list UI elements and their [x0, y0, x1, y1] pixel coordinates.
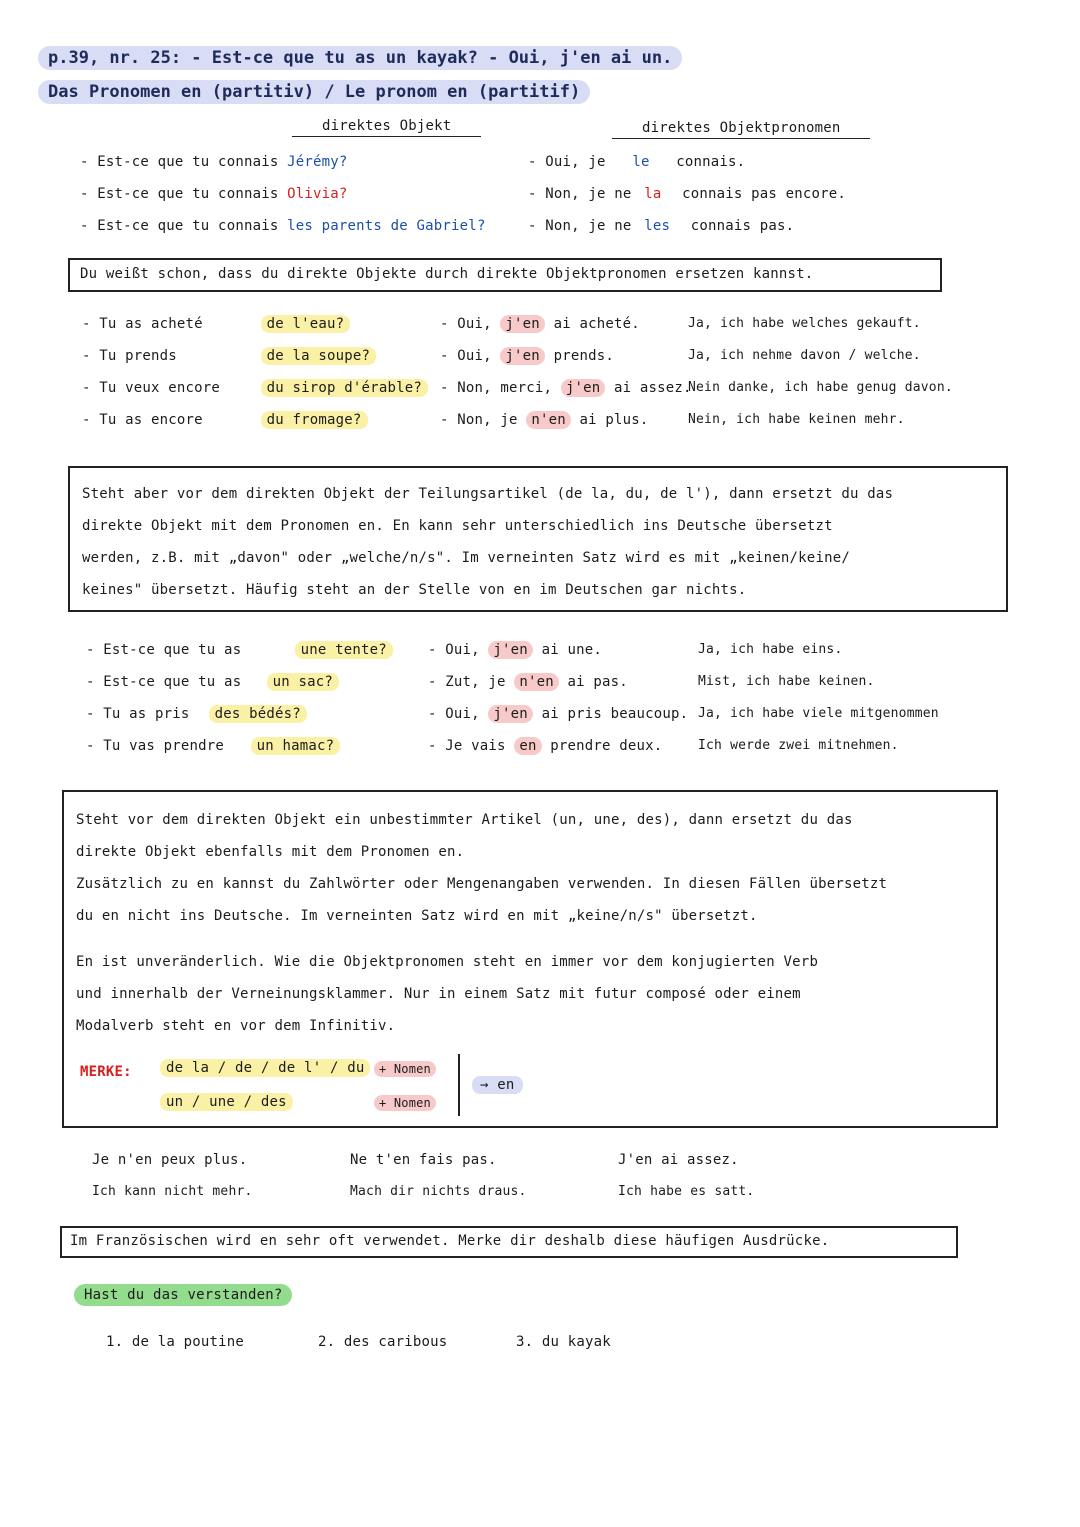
s3-question-2: - Est-ce que tu as un sac? [86, 674, 339, 690]
s3-translation-1: Ja, ich habe eins. [698, 642, 843, 657]
note-box-2: Steht aber vor dem direkten Objekt der Teilungsartikel (de la, du, de l'), dann ersetzt du das direkte Objekt mit dem Pronomen en. En kann sehr unterschiedlich ins Deutsche übersetzt werden, z.B. mit „davon" oder „welche/n/s". Im verneinten Satz wird es mit „keinen/keine/ keines" übersetzt. Häufig steht an der Stelle von en im Deutschen gar nichts. [68, 466, 1008, 612]
expression-1-fr: Je n'en peux plus. [92, 1152, 248, 1168]
s2-answer-3: - Non, merci, j'en ai assez. [440, 380, 692, 396]
merke-result: → en [472, 1077, 523, 1093]
note-box-1: Du weißt schon, dass du direkte Objekte durch direkte Objektpronomen ersetzen kannst. [68, 258, 942, 292]
merke-row-2: un / une / des [160, 1094, 293, 1110]
s2-answer-4: - Non, je n'en ai plus. [440, 412, 649, 428]
expression-1-de: Ich kann nicht mehr. [92, 1184, 253, 1199]
s2-translation-3: Nein danke, ich habe genug davon. [688, 380, 953, 395]
s2-translation-2: Ja, ich nehme davon / welche. [688, 348, 921, 363]
expression-2-fr: Ne t'en fais pas. [350, 1152, 497, 1168]
s1-object-2: Olivia? [287, 186, 348, 202]
label-direct-object: direktes Objekt [292, 118, 481, 134]
s1-question-1: - Est-ce que tu connais Jérémy? [80, 154, 348, 170]
expression-2-de: Mach dir nichts draus. [350, 1184, 527, 1199]
s3-answer-2: - Zut, je n'en ai pas. [428, 674, 628, 690]
s3-answer-3: - Oui, j'en ai pris beaucoup. [428, 706, 689, 722]
s2-translation-1: Ja, ich habe welches gekauft. [688, 316, 921, 331]
s2-translation-4: Nein, ich habe keinen mehr. [688, 412, 905, 427]
s2-question-1: - Tu as acheté de l'eau? [82, 316, 350, 332]
s2-answer-1: - Oui, j'en ai acheté. [440, 316, 640, 332]
s3-question-1: - Est-ce que tu as une tente? [86, 642, 393, 658]
s3-question-3: - Tu as pris des bédés? [86, 706, 307, 722]
header-line-2: Das Pronomen en (partitiv) / Le pronom en (partitif) [38, 82, 590, 102]
merke-bracket [458, 1054, 460, 1116]
expression-3-fr: J'en ai assez. [618, 1152, 739, 1168]
s1-question-2: - Est-ce que tu connais Olivia? [80, 186, 348, 202]
note-box-4: Im Französischen wird en sehr oft verwendet. Merke dir deshalb diese häufigen Ausdrücke. [60, 1226, 958, 1258]
s2-answer-2: - Oui, j'en prends. [440, 348, 614, 364]
note-box-3: Steht vor dem direkten Objekt ein unbestimmter Artikel (un, une, des), dann ersetzt du das direkte Objekt ebenfalls mit dem Pronomen en. Zusätzlich zu en kannst du Zahlwörter oder Mengenangaben verwenden. In diesen Fällen übersetzt du en nicht ins Deutsche. Im verneinten Satz wird en mit „keine/n/s" übersetzt. En ist unveränderlich. Wie die Objektpronomen steht en immer vor dem konjugierten Verb und innerhalb der Verneinungsklammer. Nur in einem Satz mit futur composé oder einem Modalverb steht en vor dem Infinitiv. MERKE: de la / de / de l' / du un / une / des + Nomen + Nomen → en [62, 790, 998, 1128]
merke-row-1: de la / de / de l' / du [160, 1060, 370, 1076]
merke-label: MERKE: [80, 1064, 132, 1080]
s2-question-4: - Tu as encore du fromage? [82, 412, 368, 428]
header-line-1: p.39, nr. 25: - Est-ce que tu as un kayak? - Oui, j'en ai un. [38, 48, 682, 68]
s1-question-3: - Est-ce que tu connais les parents de Gabriel? [80, 218, 486, 234]
s2-question-2: - Tu prends de la soupe? [82, 348, 376, 364]
s3-answer-1: - Oui, j'en ai une. [428, 642, 602, 658]
s1-object-1: Jérémy? [287, 154, 348, 170]
quiz-answer-3: 3. du kayak [516, 1334, 611, 1350]
s1-object-3: les parents de Gabriel? [287, 218, 486, 234]
s3-answer-4: - Je vais en prendre deux. [428, 738, 663, 754]
merke-nomen-2: + Nomen [374, 1096, 436, 1110]
s1-answer-1: - Oui, je le connais. [528, 154, 746, 170]
label-direct-object-pronoun: direktes Objektpronomen [612, 120, 870, 136]
s3-translation-4: Ich werde zwei mitnehmen. [698, 738, 899, 753]
s3-translation-3: Ja, ich habe viele mitgenommen [698, 706, 939, 721]
expression-3-de: Ich habe es satt. [618, 1184, 755, 1199]
s3-question-4: - Tu vas prendre un hamac? [86, 738, 340, 754]
merke-nomen-1: + Nomen [374, 1062, 436, 1076]
s3-translation-2: Mist, ich habe keinen. [698, 674, 875, 689]
quiz-answer-1: 1. de la poutine [106, 1334, 245, 1350]
s2-question-3: - Tu veux encore du sirop d'érable? [82, 380, 428, 396]
s1-answer-3: - Non, je ne les connais pas. [528, 218, 795, 234]
quiz-title: Hast du das verstanden? [74, 1287, 292, 1303]
quiz-answer-2: 2. des caribous [318, 1334, 448, 1350]
s1-answer-2: - Non, je ne la connais pas encore. [528, 186, 847, 202]
